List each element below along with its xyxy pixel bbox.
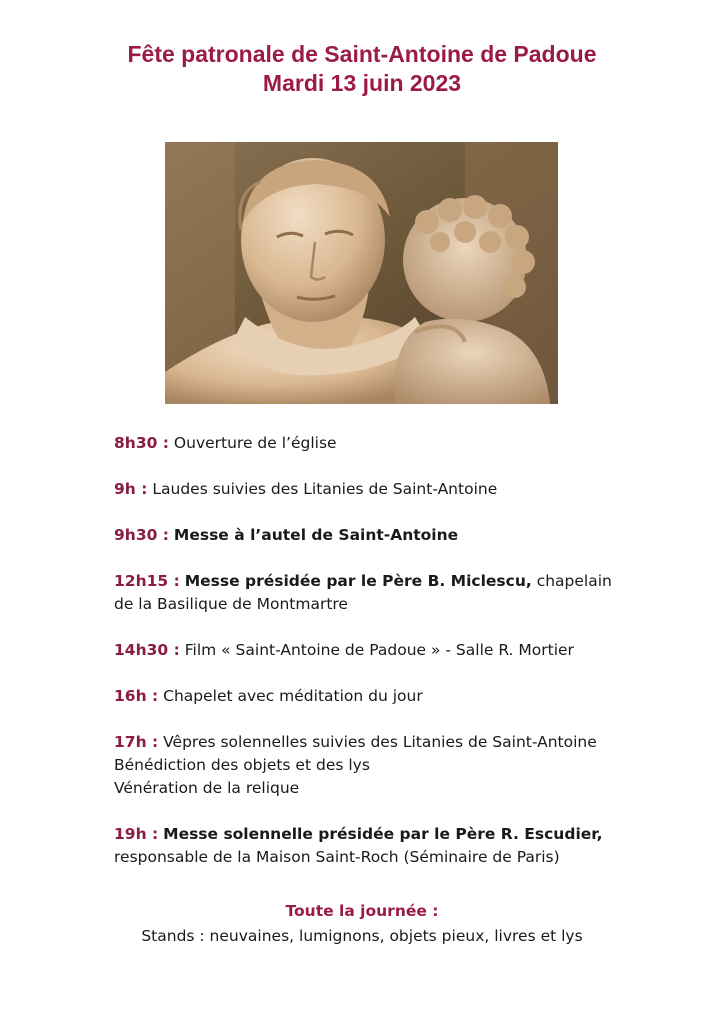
schedule-text: chapelain bbox=[536, 572, 612, 590]
schedule-time: 17h : bbox=[114, 733, 159, 751]
schedule-time: 14h30 : bbox=[114, 641, 180, 659]
schedule-text-line2: responsable de la Maison Saint-Roch (Séminaire de Paris) bbox=[114, 848, 560, 866]
schedule-entry bbox=[114, 685, 694, 708]
schedule-entry bbox=[114, 823, 694, 869]
schedule-text-line2: Bénédiction des objets et des lys bbox=[114, 756, 370, 774]
schedule-text: Laudes suivies des Litanies de Saint-Antoine bbox=[152, 480, 498, 498]
schedule-text: Film « Saint-Antoine de Padoue » - Salle R. Mortier bbox=[184, 641, 574, 659]
schedule-entry bbox=[114, 524, 694, 547]
schedule-text-line2: de la Basilique de Montmartre bbox=[114, 595, 348, 613]
schedule-list bbox=[114, 432, 694, 892]
schedule-entry bbox=[114, 432, 694, 455]
schedule-text-bold: Messe à l’autel de Saint-Antoine bbox=[173, 526, 459, 544]
schedule-text: Vêpres solennelles suivies des Litanies de Saint-Antoine bbox=[163, 733, 597, 751]
schedule-text-line3: Vénération de la relique bbox=[114, 779, 300, 797]
schedule-time: 8h30 : bbox=[114, 434, 169, 452]
schedule-entry bbox=[114, 570, 694, 616]
title-line-1: Fête patronale de Saint-Antoine de Padoue bbox=[127, 41, 597, 67]
schedule-time: 19h : bbox=[114, 825, 159, 843]
page-title bbox=[0, 40, 724, 98]
schedule-entry bbox=[114, 731, 694, 800]
schedule-text: Ouverture de l’église bbox=[173, 434, 337, 452]
schedule-entry bbox=[114, 639, 694, 662]
schedule-time: 12h15 : bbox=[114, 572, 180, 590]
schedule-time: 16h : bbox=[114, 687, 159, 705]
footer-title: Toute la journée : bbox=[285, 902, 439, 920]
footer bbox=[0, 899, 724, 949]
schedule-text-bold: Messe solennelle présidée par le Père R. Escudier, bbox=[163, 825, 603, 843]
schedule-time: 9h : bbox=[114, 480, 148, 498]
schedule-text-bold: Messe présidée par le Père B. Miclescu, bbox=[184, 572, 532, 590]
title-line-2: Mardi 13 juin 2023 bbox=[262, 70, 462, 96]
footer-text: Stands : neuvaines, lumignons, objets pieux, livres et lys bbox=[141, 927, 583, 945]
schedule-text: Chapelet avec méditation du jour bbox=[163, 687, 423, 705]
schedule-time: 9h30 : bbox=[114, 526, 169, 544]
schedule-entry bbox=[114, 478, 694, 501]
saint-antoine-statue-photo bbox=[165, 142, 558, 404]
